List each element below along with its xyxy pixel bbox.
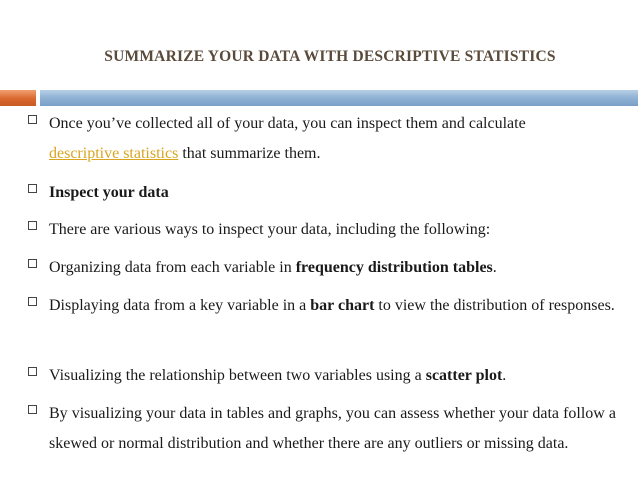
item-bold-text: scatter plot: [425, 367, 503, 384]
item-text-part: Visualizing the relationship between two variables using a: [49, 367, 426, 384]
hollow-square-bullet-icon: [28, 184, 37, 193]
item-text-part: .: [502, 367, 507, 384]
hollow-square-bullet-icon: [28, 405, 37, 414]
accent-bar-blue: [40, 90, 638, 106]
item-text: [49, 253, 616, 283]
descriptive-statistics-link[interactable]: descriptive statistics: [49, 145, 179, 162]
item-text-part: .: [492, 259, 497, 276]
slide-title: SUMMARIZE YOUR DATA WITH DESCRIPTIVE STATISTICS: [104, 48, 556, 65]
hollow-square-bullet-icon: [28, 221, 37, 230]
item-text: By visualizing your data in tables and graphs, you can assess whether your data follow a skewed or normal distribution and whether there are any outliers or missing data.: [49, 405, 616, 452]
item-text-part: to view the distribution of responses.: [374, 297, 615, 314]
hollow-square-bullet-icon: [28, 297, 37, 306]
item-text-part: Displaying data from a key variable in a: [49, 297, 311, 314]
hollow-square-bullet-icon: [28, 367, 37, 376]
item-text-part: Once you’ve collected all of your data, you can inspect them and calculate: [49, 115, 526, 132]
item-text: [49, 178, 616, 208]
item-bold-text: frequency distribution tables: [295, 259, 493, 276]
hollow-square-bullet-icon: [28, 115, 37, 124]
accent-bar-orange: [0, 90, 36, 106]
item-text: [49, 291, 616, 321]
item-text-part: Organizing data from each variable in: [49, 259, 296, 276]
item-text: [49, 109, 616, 169]
item-text-part: that summarize them.: [178, 145, 321, 162]
hollow-square-bullet-icon: [28, 259, 37, 268]
item-text: [49, 361, 616, 391]
item-bold-text: Inspect your data: [49, 184, 169, 201]
item-bold-text: bar chart: [310, 297, 375, 314]
item-text: There are various ways to inspect your data, including the following:: [49, 221, 491, 238]
